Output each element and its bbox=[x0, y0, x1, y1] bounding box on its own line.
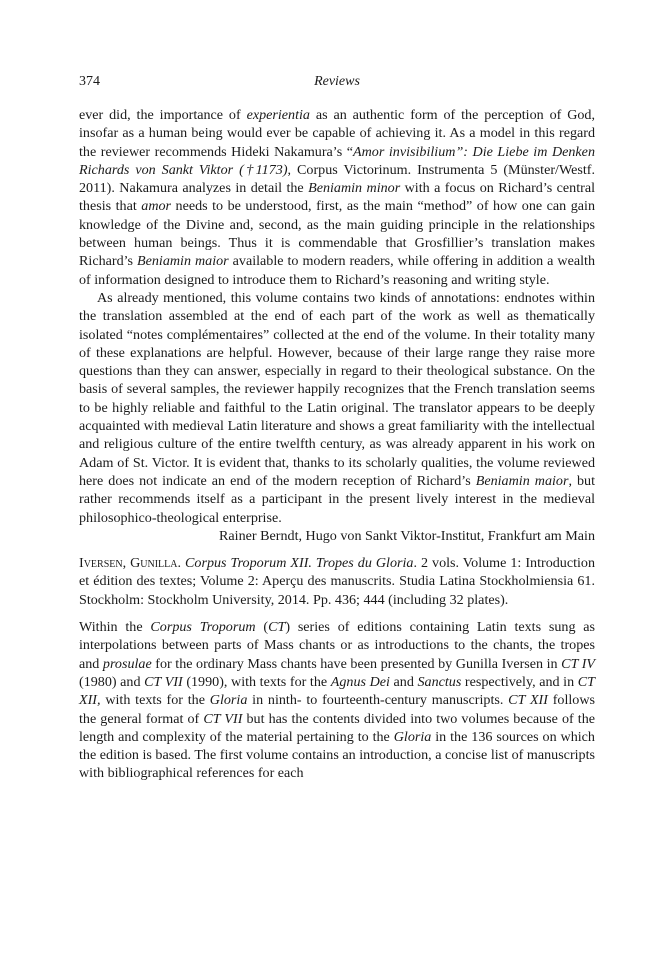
text-span: respectively, and in bbox=[461, 673, 578, 690]
text-span: ever did, the importance of bbox=[79, 107, 247, 123]
bibliographic-citation bbox=[79, 554, 595, 609]
text-span: with texts for the bbox=[100, 692, 210, 709]
italic-term: prosulae bbox=[102, 655, 152, 672]
italic-title: Beniamin minor bbox=[308, 180, 401, 197]
text-span: with a focus on Richard’s central thesis that bbox=[79, 180, 595, 215]
section-title: Reviews bbox=[314, 74, 360, 89]
author-name: Iversen, Gunilla bbox=[79, 555, 178, 572]
italic-term: Gloria bbox=[393, 728, 432, 745]
italic-title: CT XII bbox=[508, 692, 548, 709]
italic-title: CT bbox=[268, 619, 286, 636]
italic-title: Beniamin maior bbox=[475, 472, 569, 489]
text-span: ) series of editions containing Latin texts sung as interpolations between parts of Mass chants or as introductions to the chants, the tropes and bbox=[79, 619, 596, 672]
italic-term: Gloria bbox=[209, 692, 248, 709]
italic-term: amor bbox=[141, 198, 172, 215]
page-number: 374 bbox=[79, 74, 100, 89]
review-paragraph-1 bbox=[79, 106, 595, 289]
text-span: As already mentioned, this volume contains two kinds of annotations: endnotes within the translation assembled at the end of each part of the work as well as thematically isolated “notes complémentaires” collected at the end of the volume. In their totality many of these explanations are helpful. However, because of their large range they raise more questions than they can answer, especially in regard to their theological substance. On the basis of several samples, the reviewer happily recognizes that the French translation seems to be highly reliable and faithful to the Latin original. The translator appears to be deeply acquainted with medieval Latin literature and shows a great familiarity with the intellectual and religious culture of the entire twelfth century, as was already apparent in his work on Adam of St. Victor. It is evident that, thanks to its scholarly qualities, the volume reviewed here does not indicate an end of the modern reception of Richard’s bbox=[79, 289, 595, 489]
reviewer-signature: Rainer Berndt, Hugo von Sankt Viktor-Institut, Frankfurt am Main bbox=[219, 527, 595, 544]
italic-title: Corpus Troporum bbox=[150, 619, 256, 636]
text-span: (1980) and bbox=[79, 673, 145, 690]
text-span: in ninth- to fourteenth-century manuscripts. bbox=[247, 692, 509, 709]
text-span: needs to be understood, first, as the main “method” of how one can gain knowledge of the Divine and, second, as the main guiding principle in the relationships between human beings. Thus it is commendable that Grosfillier’s translation makes Richard’s bbox=[79, 198, 595, 270]
italic-title: CT VII bbox=[203, 710, 243, 727]
italic-term: experientia bbox=[246, 107, 310, 123]
text-span: follows the general format of bbox=[79, 692, 596, 727]
text-span: (1990), with texts for the bbox=[182, 673, 331, 690]
review-paragraph-2 bbox=[79, 289, 595, 527]
review-body-paragraph bbox=[79, 618, 595, 783]
text-span: Within the bbox=[79, 619, 151, 636]
italic-title: CT VII bbox=[144, 673, 183, 690]
text-span: and bbox=[389, 673, 418, 690]
page bbox=[79, 72, 595, 783]
text-span: available to modern readers, while offering in addition a wealth of information designed to introduce them to Richard’s reasoning and writing style. bbox=[79, 253, 595, 288]
text-span: but has the contents divided into two volumes because of the length and complexity of the material pertaining to the bbox=[79, 710, 595, 745]
text-span: , Corpus Victorinum. Instrumenta 5 (Münster/Westf. 2011). Nakamura analyzes in detail the bbox=[79, 161, 595, 197]
text-span: in the 136 sources on which the edition is based. The first volume contains an introduction, a concise list of manuscripts with bibliographical references for each bbox=[79, 728, 595, 782]
text-span: ( bbox=[255, 619, 269, 636]
italic-term: Agnus Dei bbox=[330, 673, 390, 690]
italic-title: Beniamin maior bbox=[137, 253, 229, 270]
text-span: . bbox=[177, 555, 186, 572]
text-span: as an authentic form of the perception of God, insofar as a human being would ever be capable of achieving it. As a model in this regard the reviewer recommends Hideki Nakamura’s “ bbox=[79, 107, 595, 160]
italic-title: Amor invisibilium”: Die Liebe im Denken Richards von Sankt Viktor (†1173) bbox=[79, 143, 595, 178]
italic-title: CT IV bbox=[561, 655, 596, 672]
book-title: Corpus Troporum XII. Tropes du Gloria bbox=[185, 555, 414, 572]
running-head bbox=[79, 72, 595, 92]
text-span: . 2 vols. Volume 1: Introduction et édition des textes; Volume 2: Aperçu des manuscrits. Studia Latina Stockholmiensia 61. Stockholm: Stockholm University, 2014. Pp. 436; 444 (including 32 plates). bbox=[79, 555, 596, 608]
italic-term: Sanctus bbox=[417, 673, 462, 690]
text-span: for the ordinary Mass chants have been presented by Gunilla Iversen in bbox=[151, 655, 562, 672]
text-span: , but rather recommends itself as a participant in the present lively interest in the medieval philosophico-theological enterprise. bbox=[79, 472, 595, 526]
italic-title: CT XII, bbox=[79, 673, 595, 709]
